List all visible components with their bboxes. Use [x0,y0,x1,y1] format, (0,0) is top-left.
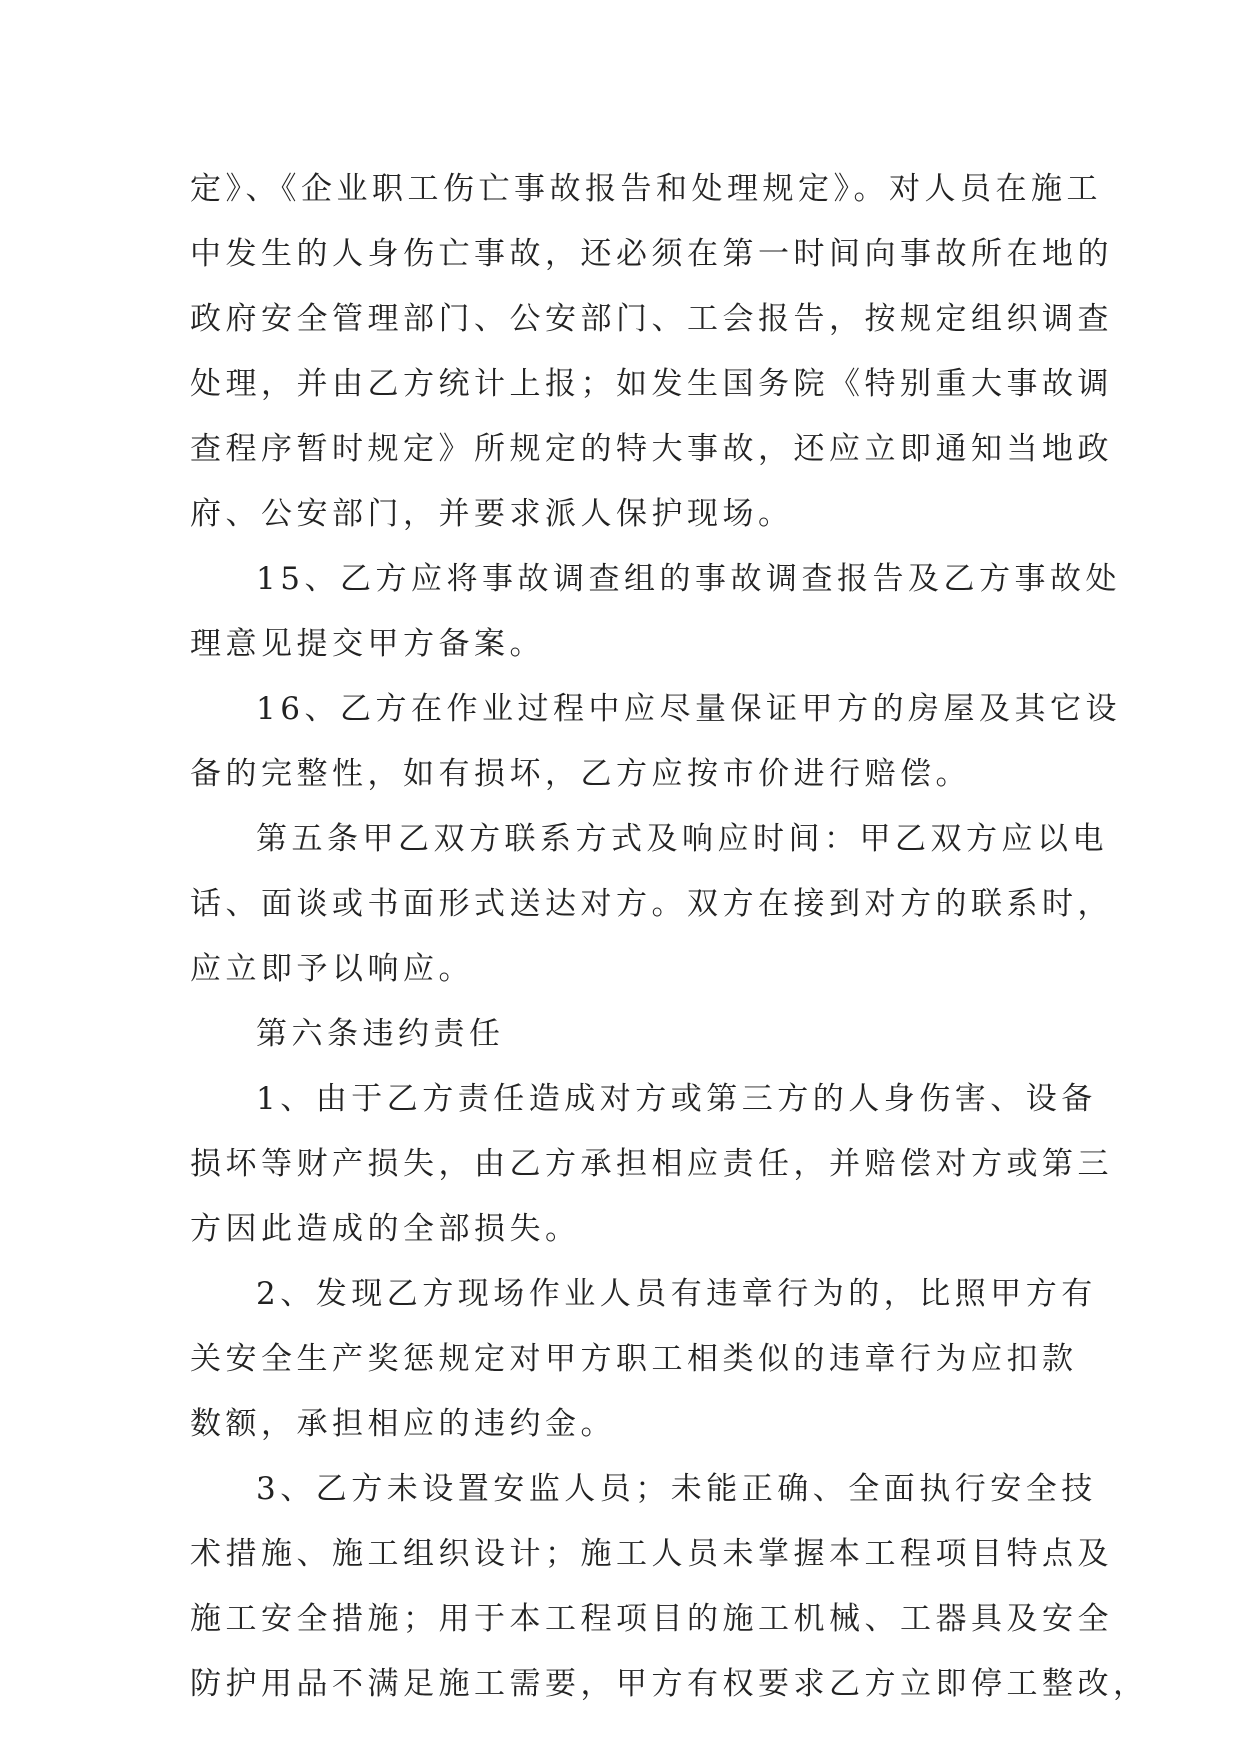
text-line: 术措施、施工组织设计；施工人员未掌握本工程项目特点及 [190,1536,1113,1572]
paragraph [190,1067,1113,1262]
paragraph [190,157,1113,547]
text-line: 处理，并由乙方统计上报；如发生国务院《特别重大事故调 [190,366,1113,402]
text-line: 备的完整性，如有损坏，乙方应按市价进行赔偿。 [190,756,971,792]
document-body [190,157,1149,1717]
text-line: 应立即予以响应。 [190,951,474,987]
text-line: 定》、《企业职工伤亡事故报告和处理规定》。对人员在施工 [190,171,1102,207]
text-line: 16、乙方在作业过程中应尽量保证甲方的房屋及其它设 [256,691,1121,727]
text-line: 理意见提交甲方备案。 [190,626,545,662]
text-line: 15、乙方应将事故调查组的事故调查报告及乙方事故处 [256,561,1121,597]
text-line: 方因此造成的全部损失。 [190,1211,581,1247]
text-line: 政府安全管理部门、公安部门、工会报告，按规定组织调查 [190,301,1113,337]
paragraph [190,677,1121,807]
text-line: 查程序暂时规定》所规定的特大事故，还应立即通知当地政 [190,431,1113,467]
text-line: 数额，承担相应的违约金。 [190,1406,616,1442]
text-line: 第五条甲乙双方联系方式及响应时间：甲乙双方应以电 [256,821,1108,857]
text-line: 3、乙方未设置安监人员；未能正确、全面执行安全技 [256,1471,1097,1507]
paragraph [190,1457,1149,1717]
paragraph [190,1002,1060,1067]
paragraph [190,547,1121,677]
text-line: 话、面谈或书面形式送达对方。双方在接到对方的联系时， [190,886,1113,922]
text-line: 损坏等财产损失，由乙方承担相应责任，并赔偿对方或第三 [190,1146,1113,1182]
text-line: 施工安全措施；用于本工程项目的施工机械、工器具及安全 [190,1601,1113,1637]
paragraph [190,1262,1097,1457]
text-line: 中发生的人身伤亡事故，还必须在第一时间向事故所在地的 [190,236,1113,272]
text-line: 第六条违约责任 [256,1016,505,1052]
paragraph [190,807,1113,1002]
text-line: 府、公安部门，并要求派人保护现场。 [190,496,794,532]
text-line: 防护用品不满足施工需要，甲方有权要求乙方立即停工整改， [190,1666,1149,1702]
text-line: 1、由于乙方责任造成对方或第三方的人身伤害、设备 [256,1081,1097,1117]
text-line: 关安全生产奖惩规定对甲方职工相类似的违章行为应扣款 [190,1341,1078,1377]
text-line: 2、发现乙方现场作业人员有违章行为的，比照甲方有 [256,1276,1097,1312]
